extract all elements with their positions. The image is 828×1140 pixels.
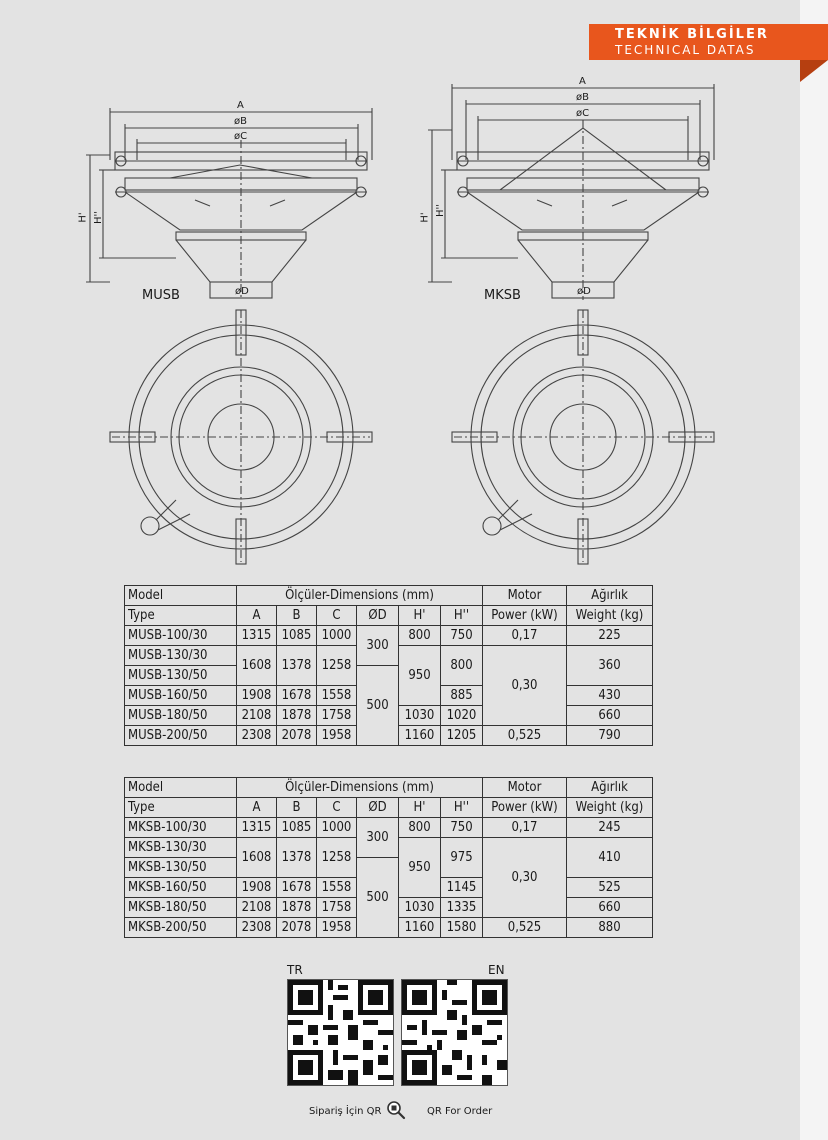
header-h1: H' <box>399 606 441 626</box>
mksb-dim-c: øC <box>576 108 590 119</box>
musb-spec-table <box>124 585 653 746</box>
power-cell: 0,30 <box>483 838 567 918</box>
h1-cell: 1030 <box>399 898 441 918</box>
technical-drawings <box>0 0 800 570</box>
type-cell: MUSB-130/50 <box>125 666 237 686</box>
weight-cell: 660 <box>567 898 653 918</box>
b-cell: 1378 <box>277 646 317 686</box>
musb-dim-a: A <box>237 100 244 111</box>
h1-cell: 1160 <box>399 726 441 746</box>
header-b: B <box>277 606 317 626</box>
header-power: Power (kW) <box>483 798 567 818</box>
a-cell: 1908 <box>237 878 277 898</box>
weight-cell: 880 <box>567 918 653 938</box>
type-cell: MUSB-130/30 <box>125 646 237 666</box>
a-cell: 1908 <box>237 686 277 706</box>
a-cell: 2108 <box>237 706 277 726</box>
mksb-dim-b: øB <box>576 92 589 103</box>
b-cell: 1678 <box>277 878 317 898</box>
power-cell: 0,525 <box>483 918 567 938</box>
a-cell: 1608 <box>237 838 277 878</box>
h2-cell: 1580 <box>441 918 483 938</box>
c-cell: 1558 <box>317 878 357 898</box>
h2-cell: 1335 <box>441 898 483 918</box>
weight-cell: 790 <box>567 726 653 746</box>
mksb-spec-table <box>124 777 653 938</box>
h2-cell: 750 <box>441 818 483 838</box>
table-row <box>125 626 653 646</box>
header-weight: Weight (kg) <box>567 798 653 818</box>
power-cell: 0,17 <box>483 626 567 646</box>
type-cell: MKSB-180/50 <box>125 898 237 918</box>
c-cell: 1000 <box>317 626 357 646</box>
power-cell: 0,30 <box>483 646 567 726</box>
h1-cell: 800 <box>399 626 441 646</box>
mksb-top-view <box>452 310 714 564</box>
musb-top-view <box>110 310 372 564</box>
header-type: Type <box>125 798 237 818</box>
b-cell: 1378 <box>277 838 317 878</box>
a-cell: 2308 <box>237 918 277 938</box>
type-cell: MUSB-200/50 <box>125 726 237 746</box>
a-cell: 2308 <box>237 726 277 746</box>
b-cell: 1085 <box>277 626 317 646</box>
c-cell: 1258 <box>317 646 357 686</box>
header-d: ØD <box>357 798 399 818</box>
banner-title-en: TECHNICAL DATAS <box>615 43 756 57</box>
musb-dim-d: øD <box>235 286 249 297</box>
header-power: Power (kW) <box>483 606 567 626</box>
type-cell: MKSB-130/50 <box>125 858 237 878</box>
b-cell: 1878 <box>277 706 317 726</box>
h2-cell: 885 <box>441 686 483 706</box>
musb-dim-b: øB <box>234 116 247 127</box>
type-cell: MUSB-180/50 <box>125 706 237 726</box>
header-d: ØD <box>357 606 399 626</box>
h2-cell: 1145 <box>441 878 483 898</box>
h1-cell: 800 <box>399 818 441 838</box>
header-motor: Motor <box>483 778 567 798</box>
qr-pattern-en <box>402 980 507 1085</box>
header-a: A <box>237 606 277 626</box>
weight-cell: 410 <box>567 838 653 878</box>
musb-dim-c: øC <box>234 131 248 142</box>
weight-cell: 245 <box>567 818 653 838</box>
qr-label-tr: TR <box>287 963 303 977</box>
type-cell: MUSB-160/50 <box>125 686 237 706</box>
a-cell: 2108 <box>237 898 277 918</box>
c-cell: 1258 <box>317 838 357 878</box>
qr-code-tr[interactable] <box>287 979 394 1086</box>
mksb-side-view <box>428 84 714 300</box>
header-h1: H' <box>399 798 441 818</box>
musb-dim-h2: H'' <box>93 210 105 225</box>
header-weight: Weight (kg) <box>567 606 653 626</box>
header-h2: H'' <box>441 798 483 818</box>
b-cell: 1085 <box>277 818 317 838</box>
d-cell: 300 <box>357 626 399 666</box>
a-cell: 1315 <box>237 626 277 646</box>
header-model: Model <box>125 778 237 798</box>
power-cell: 0,525 <box>483 726 567 746</box>
order-qr-label-en: QR For Order <box>427 1106 493 1117</box>
c-cell: 1758 <box>317 706 357 726</box>
h1-cell: 950 <box>399 838 441 898</box>
musb-dim-h1: H' <box>77 212 89 223</box>
header-h2: H'' <box>441 606 483 626</box>
c-cell: 1000 <box>317 818 357 838</box>
header-dimensions: Ölçüler-Dimensions (mm) <box>237 778 483 798</box>
header-agirlik: Ağırlık <box>567 586 653 606</box>
a-cell: 1315 <box>237 818 277 838</box>
header-dimensions: Ölçüler-Dimensions (mm) <box>237 586 483 606</box>
d-cell: 500 <box>357 666 399 746</box>
h1-cell: 950 <box>399 646 441 706</box>
header-c: C <box>317 798 357 818</box>
banner-tail <box>800 24 828 60</box>
b-cell: 1878 <box>277 898 317 918</box>
header-c: C <box>317 606 357 626</box>
d-cell: 300 <box>357 818 399 858</box>
c-cell: 1558 <box>317 686 357 706</box>
qr-pattern-tr <box>288 980 393 1085</box>
mksb-dim-h1: H' <box>419 212 431 223</box>
header-agirlik: Ağırlık <box>567 778 653 798</box>
banner-fold <box>800 60 828 82</box>
order-qr-label-tr: Sipariş İçin QR <box>309 1106 382 1117</box>
header-type: Type <box>125 606 237 626</box>
weight-cell: 525 <box>567 878 653 898</box>
c-cell: 1758 <box>317 898 357 918</box>
qr-scan-icon <box>386 1100 406 1120</box>
mksb-dim-d: øD <box>577 286 591 297</box>
b-cell: 2078 <box>277 726 317 746</box>
h2-cell: 975 <box>441 838 483 878</box>
mksb-drawing-label: MKSB <box>484 288 521 303</box>
type-cell: MKSB-160/50 <box>125 878 237 898</box>
c-cell: 1958 <box>317 726 357 746</box>
qr-label-en: EN <box>488 963 505 977</box>
header-model: Model <box>125 586 237 606</box>
musb-drawing-label: MUSB <box>142 288 180 303</box>
weight-cell: 360 <box>567 646 653 686</box>
musb-side-view <box>86 108 372 300</box>
banner-title-tr: TEKNİK BİLGİLER <box>615 27 769 42</box>
type-cell: MKSB-200/50 <box>125 918 237 938</box>
mksb-dim-a: A <box>579 76 586 87</box>
b-cell: 1678 <box>277 686 317 706</box>
qr-code-en[interactable] <box>401 979 508 1086</box>
c-cell: 1958 <box>317 918 357 938</box>
page-edge <box>800 0 828 1140</box>
type-cell: MKSB-100/30 <box>125 818 237 838</box>
header-b: B <box>277 798 317 818</box>
weight-cell: 430 <box>567 686 653 706</box>
header-a: A <box>237 798 277 818</box>
h2-cell: 750 <box>441 626 483 646</box>
h1-cell: 1160 <box>399 918 441 938</box>
table-row <box>125 818 653 838</box>
d-cell: 500 <box>357 858 399 938</box>
h1-cell: 1030 <box>399 706 441 726</box>
h2-cell: 1205 <box>441 726 483 746</box>
mksb-dim-h2: H'' <box>435 203 447 218</box>
power-cell: 0,17 <box>483 818 567 838</box>
h2-cell: 1020 <box>441 706 483 726</box>
a-cell: 1608 <box>237 646 277 686</box>
type-cell: MUSB-100/30 <box>125 626 237 646</box>
weight-cell: 660 <box>567 706 653 726</box>
h2-cell: 800 <box>441 646 483 686</box>
b-cell: 2078 <box>277 918 317 938</box>
weight-cell: 225 <box>567 626 653 646</box>
header-motor: Motor <box>483 586 567 606</box>
type-cell: MKSB-130/30 <box>125 838 237 858</box>
